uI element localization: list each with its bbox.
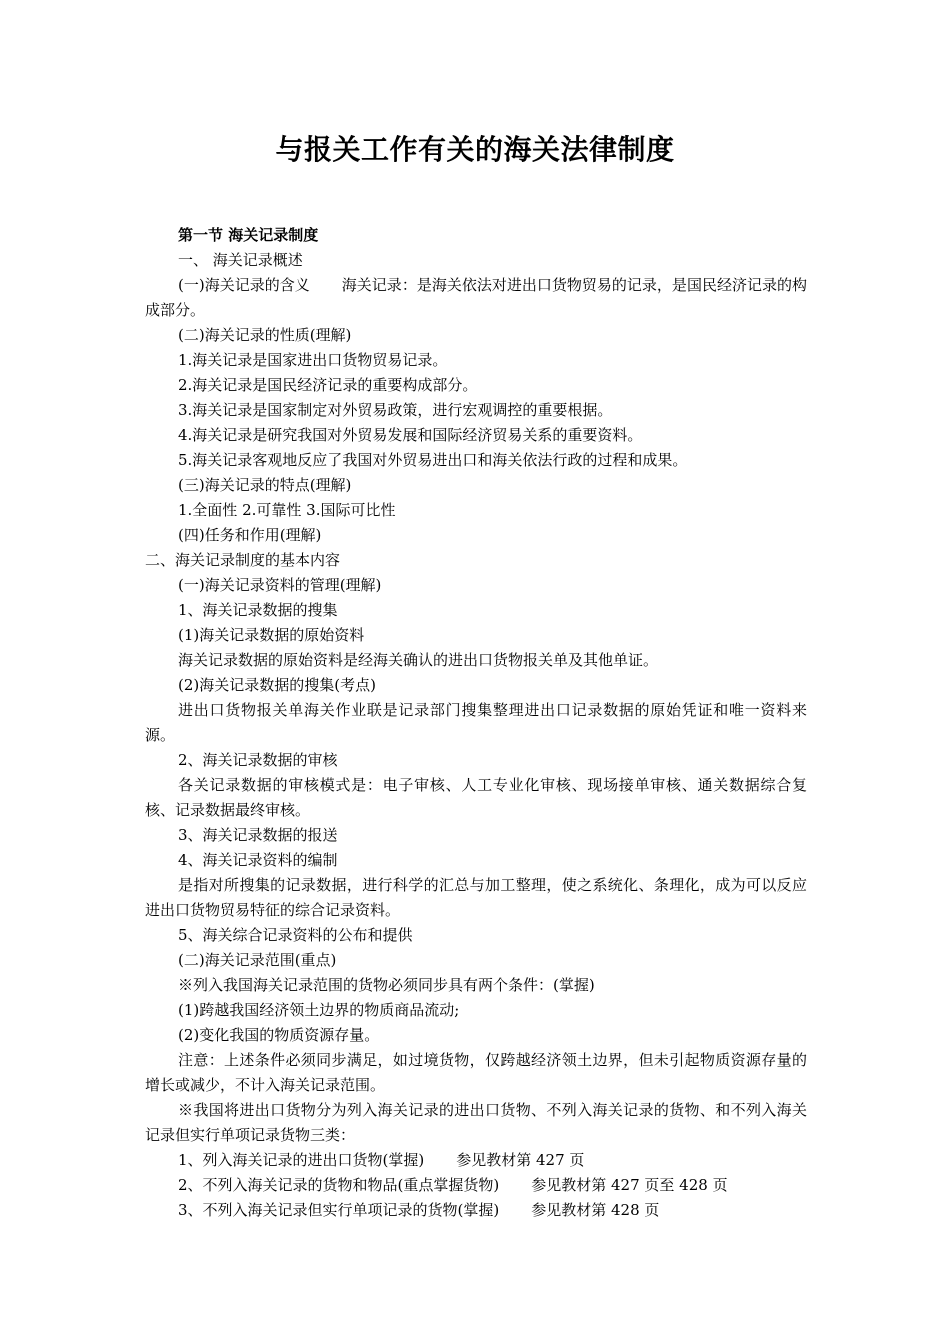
definition-label: (一)海关记录的含义 <box>178 276 310 294</box>
heading-basic-content: 二、海关记录制度的基本内容 <box>145 551 341 569</box>
paragraph: 海关记录数据的原始资料是经海关确认的进出口货物报关单及其他单证。 <box>178 651 659 669</box>
list-item: 4.海关记录是研究我国对外贸易发展和国际经济贸易关系的重要资料。 <box>178 426 643 444</box>
paragraph-definition <box>145 273 807 323</box>
classification-label: 1、列入海关记录的进出口货物(掌握) <box>178 1151 425 1169</box>
classification-label: 2、不列入海关记录的货物和物品(重点掌握货物) <box>178 1176 500 1194</box>
list-item: 3、海关记录数据的报送 <box>178 826 338 844</box>
textbook-reference: 参见教材第 428 页 <box>531 1201 660 1219</box>
features-list: 1.全面性 2.可靠性 3.国际可比性 <box>178 501 396 519</box>
paragraph-warning: 注意：上述条件必须同步满足，如过境货物，仅跨越经济领土边界，但未引起物质资源存量的增长或减少，不计入海关记录范围。 <box>145 1051 807 1094</box>
textbook-reference: 参见教材第 427 页 <box>456 1151 585 1169</box>
list-item: (1)海关记录数据的原始资料 <box>178 626 365 644</box>
classification-item <box>145 1148 807 1173</box>
classification-item <box>145 1173 807 1198</box>
document-body <box>145 223 807 1223</box>
classification-label: 3、不列入海关记录但实行单项记录的货物(掌握) <box>178 1201 500 1219</box>
list-item: 1.海关记录是国家进出口货物贸易记录。 <box>178 351 448 369</box>
paragraph: 是指对所搜集的记录数据，进行科学的汇总与加工整理，使之系统化、条理化，成为可以反应进出口货物贸易特征的综合记录资料。 <box>145 876 807 919</box>
paragraph: 各关记录数据的审核模式是：电子审核、人工专业化审核、现场接单审核、通关数据综合复核、记录数据最终审核。 <box>145 776 807 819</box>
list-item: 2、海关记录数据的审核 <box>178 751 338 769</box>
textbook-reference: 参见教材第 427 页至 428 页 <box>531 1176 728 1194</box>
section-heading: 第一节 海关记录制度 <box>178 226 319 244</box>
list-item: 5、海关综合记录资料的公布和提供 <box>178 926 413 944</box>
list-item: (2)海关记录数据的搜集(考点) <box>178 676 376 694</box>
list-item: 5.海关记录客观地反应了我国对外贸易进出口和海关依法行政的过程和成果。 <box>178 451 688 469</box>
list-item: (1)跨越我国经济领土边界的物质商品流动; <box>178 1001 460 1019</box>
heading-features: (三)海关记录的特点(理解) <box>178 476 352 494</box>
list-item: 4、海关记录资料的编制 <box>178 851 338 869</box>
heading-overview: 一、 海关记录概述 <box>178 251 303 269</box>
classification-item <box>145 1198 807 1223</box>
list-item: (2)变化我国的物质资源存量。 <box>178 1026 380 1044</box>
paragraph-classification: ※我国将进出口货物分为列入海关记录的进出口货物、不列入海关记录的货物、和不列入海关记录但实行单项记录货物三类： <box>145 1101 807 1144</box>
list-item: 2.海关记录是国民经济记录的重要构成部分。 <box>178 376 478 394</box>
heading-nature: (二)海关记录的性质(理解) <box>178 326 352 344</box>
scope-note: ※列入我国海关记录范围的货物必须同步具有两个条件：(掌握) <box>178 976 595 994</box>
document-title: 与报关工作有关的海关法律制度 <box>275 133 675 166</box>
heading-tasks: (四)任务和作用(理解) <box>178 526 322 544</box>
heading-scope: (二)海关记录范围(重点) <box>178 951 337 969</box>
heading-management: (一)海关记录资料的管理(理解) <box>178 576 382 594</box>
definition-text: 海关记录：是海关依法对进出口货物贸易的记录，是国民经济记录的构成部分。 <box>145 276 807 319</box>
list-item: 3.海关记录是国家制定对外贸易政策，进行宏观调控的重要根据。 <box>178 401 613 419</box>
paragraph: 进出口货物报关单海关作业联是记录部门搜集整理进出口记录数据的原始凭证和唯一资料来源。 <box>145 701 807 744</box>
list-item: 1、海关记录数据的搜集 <box>178 601 338 619</box>
